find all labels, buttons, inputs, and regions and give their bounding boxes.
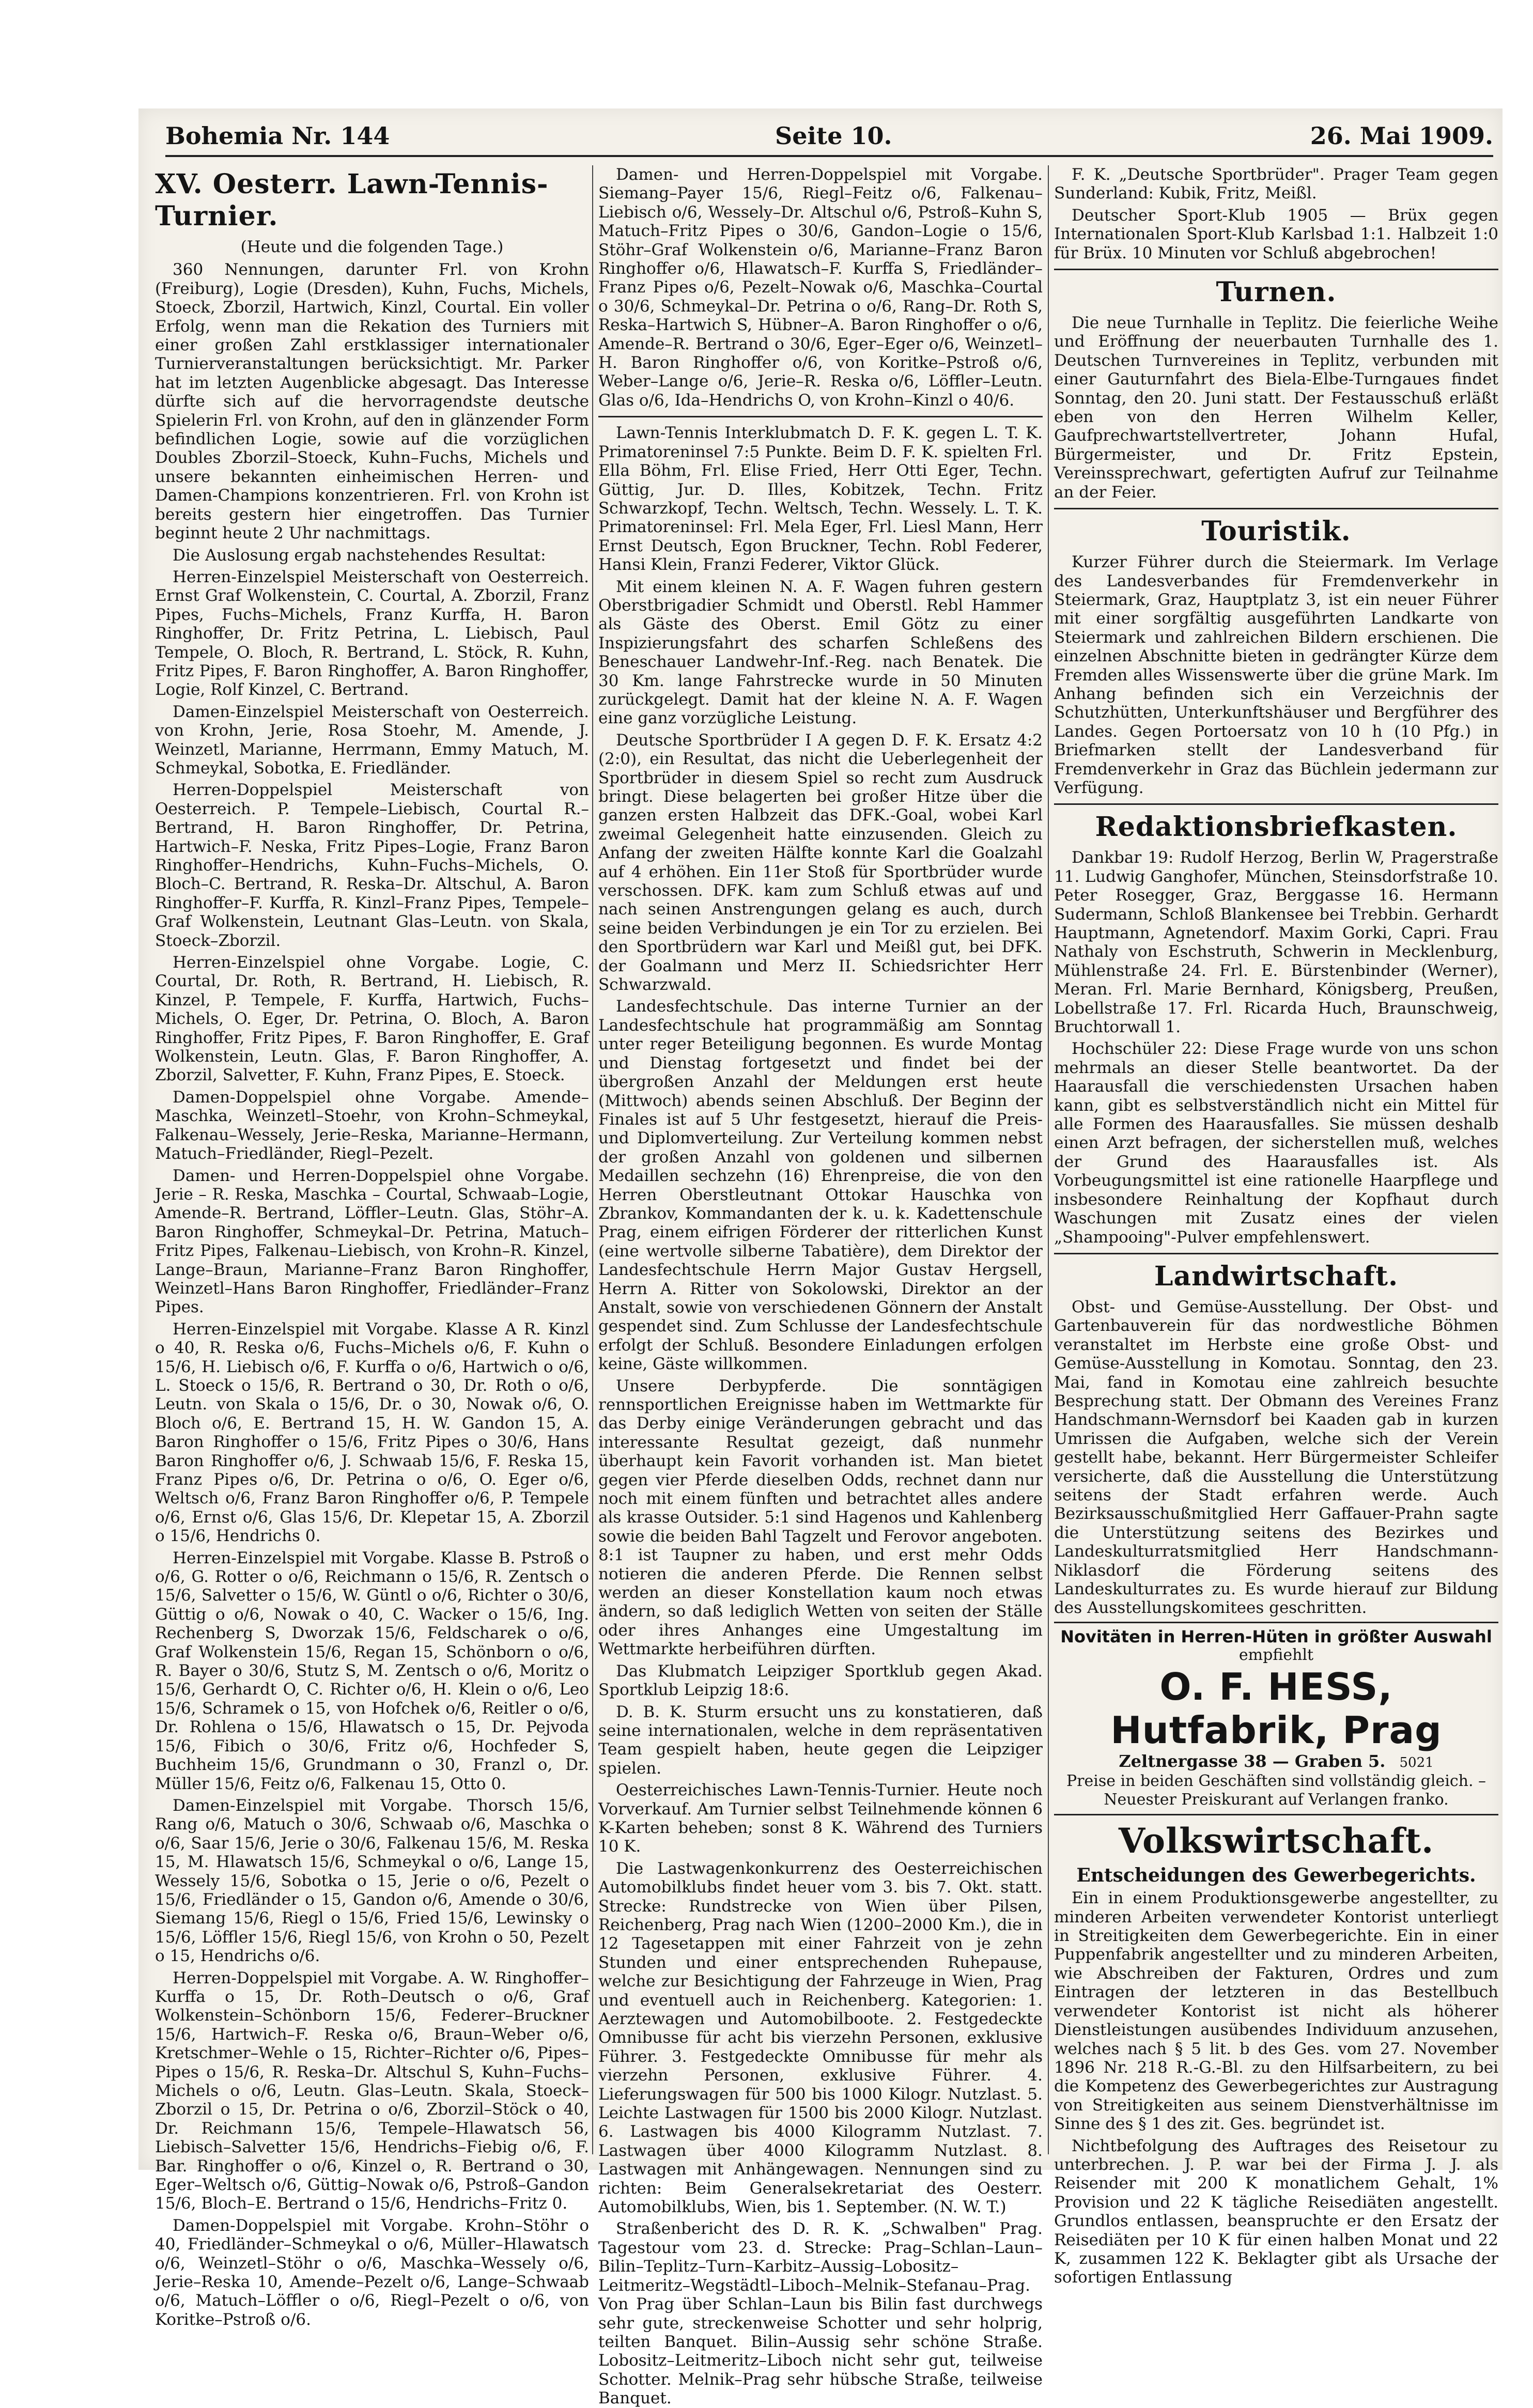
paragraph: 360 Nennungen, darunter Frl. von Krohn (Freiburg), Logie (Dresden), Kuhn, Fuchs, Michels, Stoeck, Zborzil, Hartwich, Kinzl, Courtal. Ein voller Erfolg, wenn man die Rekation des Turniers mit einer großen Zahl erstklassiger internationaler Turnierveranstaltungen berücksichtigt. Mr. Parker hat im letzten Augenblicke abgesagt. Das Interesse dürfte sich auf die hervorragendste deutsche Spielerin Frl. von Krohn, auf den in glänzender Form befindlichen Logie, sowie auf die vorzüglichen Doubles Zborzil–Stoeck, Kuhn–Fuchs, Michels und unsere bekannten einheimischen Herren- und Damen-Champions konzentrieren. Frl. von Krohn ist bereits gestern hier eingetroffen. Das Turnier beginnt heute 2 Uhr nachmittags. [155,260,589,543]
ad-address-text: Zeltnergasse 38 — Graben 5. [1119,1751,1386,1771]
paragraph: Lawn-Tennis Interklubmatch D. F. K. gegen L. T. K. Primatoreninsel 7:5 Punkte. Beim D. F. K. spielten Frl. Ella Böhm, Frl. Elise Fried, Herr Otti Eger, Techn. Güttig, Jur. D. Illes, Kobitzek, Techn. Fritz Schwarzkopf, Techn. Weltsch, Techn. Wessely. L. T. K. Primatoreninsel: Frl. Mela Eger, Frl. Liesl Mann, Herr Ernst Deutsch, Egon Bruckner, Techn. Robl Federer, Hansi Klein, Franzi Federer, Viktor Glück. [598,424,1043,574]
page-header [165,118,1493,154]
article-subtitle: (Heute und die folgenden Tage.) [240,238,504,256]
ad-line: Preise in beiden Geschäften sind vollständig gleich. – [1066,1772,1486,1791]
paragraph: F. K. „Deutsche Sportbrüder". Prager Team gegen Sunderland: Kubik, Fritz, Meißl. [1054,165,1498,203]
section-title-landwirtschaft: Landwirtschaft. [1154,1260,1399,1292]
paragraph: Herren-Einzelspiel mit Vorgabe. Klasse B. Pstroß o o/6, G. Rotter o o/6, Reichmann o 15/6, R. Zentsch o 15/6, Salvetter o 15/6, W. Güntl o o/6, Richter o 30/6, Güttig o o/6, Nowak o 40, C. Wacker o 15/6, Ing. Rechenberg S, Dworzak 15/6, Feldscharek o o/6, Graf Wolkenstein 15/6, Regan 15, Schönborn o o/6, R. Bayer o 30/6, Stutz S, M. Zentsch o o/6, Moritz o 15/6, Gerhardt O, C. Richter o/6, H. Klein o o/6, Leo 15/6, Schramek o 15, von Hofchek o/6, Reitler o o/6, Dr. Rohlena o 15/6, Hlawatsch o 15, Dr. Pejvoda 15/6, Fibich o 30/6, Fritz o/6, Hochfeder S, Buchheim 15/6, Grundmann o 30, Franzl o, Dr. Müller 15/6, Feitz o/6, Falkenau 15, Otto 0. [155,1548,589,1793]
header-date: 26. Mai 1909. [1310,122,1493,150]
paragraph: Damen- und Herren-Doppelspiel ohne Vorgabe. Jerie – R. Reska, Maschka – Courtal, Schwaab–Logie, Amende–R. Bertrand, Löffler–Leutn. Glas, Stöhr–A. Baron Ringhoffer, Schmeykal–Dr. Petrina, Matuch–Fritz Pipes, Falkenau–Liebisch, von Krohn–R. Kinzel, Lange–Braun, Marianne–Franz Baron Ringhoffer, Weinzetl–Hans Baron Ringhoffer, Friedländer–Franz Pipes. [155,1166,589,1317]
paragraph: Straßenbericht des D. R. K. „Schwalben" Prag. Tagestour vom 23. d. Strecke: Prag–Schlan–Laun–Bilin–Teplitz–Turn–Karbitz–Aussig–Lobositz–Leitmeritz–Wegstädtl–Liboch–Melnik–Stefanau–Prag. Von Prag über Schlan–Laun bis Bilin fast durchwegs sehr gute, streckenweise Schotter und sehr holprig, teilten Banquet. Bilin–Aussig sehr schöne Straße. Lobositz–Leitmeritz–Liboch nicht sehr gut, teilweise Schotter. Melnik–Prag sehr hübsche Straße, teilweise Banquet. [598,2219,1043,2408]
ad-subline: empfiehlt [1238,1646,1314,1665]
paragraph: Deutsche Sportbrüder I A gegen D. F. K. Ersatz 4:2 (2:0), ein Resultat, das nicht die Ueberlegenheit der Sportbrüder in diesem Spiel so recht zum Ausdruck bringt. Diese belagerten bei großer Hitze über die ganzen ersten Halbzeit das DFK.-Goal, wobei Karl zweimal Gelegenheit hatte einzusenden. Gleich zu Anfang der zweiten Hälfte konnte Karl die Goalzahl auf 4 erhöhen. Ein 11er Stoß für Sportbrüder wurde verschossen. DFK. kam zum Schluß etwas auf und nach seinen Anstrengungen gelang es auch, durch seine beiden Verbindungen je ein Tor zu erzielen. Bei den Sportbrüdern war Karl und Meißl gut, bei DFK. der Goalmann und Merz II. Schiedsrichter Herr Schwarzwald. [598,731,1043,995]
paragraph: Damen- und Herren-Doppelspiel mit Vorgabe. Siemang–Payer 15/6, Riegl–Feitz o/6, Falkenau–Liebisch o/6, Wessely–Dr. Altschul o/6, Pstroß–Kuhn S, Matuch–Fritz Pipes o 30/6, Gandon–Logie o 15/6, Stöhr–Graf Wolkenstein o/6, Marianne–Franz Baron Ringhoffer o/6, Hlawatsch–F. Kurffa S, Friedländer–Franz Pipes o/6, Pezelt–Nowak o/6, Maschka–Courtal o 30/6, Schmeykal–Dr. Petrina o o/6, Rang–Dr. Roth S, Reska–Hartwich S, Hübner–A. Baron Ringhoffer o o/6, Amende–R. Bertrand o 30/6, Eger–Eger o/6, Weinzetl–H. Baron Ringhoffer o/6, von Koritke–Pstroß o/6, Weber–Lange o/6, Jerie–R. Reska o/6, Löffler–Leutn. Glas o/6, Ida–Hendrichs O, von Krohn–Kinzl o 40/6. [598,165,1043,410]
paragraph: D. B. K. Sturm ersucht uns zu konstatieren, daß seine internationalen, welche in dem repräsentativen Team gespielt haben, heute gegen die Leipziger spielen. [598,1702,1043,1778]
section-subtitle: Entscheidungen des Gewerbegerichts. [1076,1864,1476,1886]
paragraph: Die neue Turnhalle in Teplitz. Die feierliche Weihe und Eröffnung der neuerbauten Turnhalle des 1. Deutschen Turnvereines in Teplitz, verbunden mit einer Gauturnfahrt des Biela-Elbe-Turngaues findet Sonntag, den 20. Juni statt. Der Festausschuß erläßt eben von den Herren Wilhelm Keller, Gaufprechwartstellvertreter, Johann Hufal, Bürgermeister, und Dr. Fritz Epstein, Vereinssprechwart, gefertigten Aufruf zur Teilnahme an der Feier. [1054,314,1498,502]
paragraph: Ein in einem Produktionsgewerbe angestellter, zu minderen Arbeiten verwendeter Kontorist unterliegt in Streitigkeiten dem Gewerbegerichte. Ein in einer Puppenfabrik angestellter und zu minderen Arbeiten, wie Abschreiben der Fakturen, Ordres und zum Eintragen der letzteren in das Bestellbuch verwendeter Kontorist ist nicht als höherer Dienstleistungen ausübendes Individuum anzusehen, welches nach § 5 lit. b des Ges. vom 27. November 1896 Nr. 218 R.-G.-Bl. zu den Hilfsarbeitern, zu bei die Kompetenz des Gewerbegerichtes zur Austragung von Streitigkeiten aus seinem Dienstverhältnisse im Sinne des § 1 des zit. Ges. begründet ist. [1054,1889,1498,2134]
divider [1054,803,1498,805]
paragraph: Obst- und Gemüse-Ausstellung. Der Obst- und Gartenbauverein für das nordwestliche Böhmen veranstaltet im Herbste eine große Obst- und Gemüse-Ausstellung in Komotau. Sonntag, den 23. Mai, fand in Komotau eine zahlreich besuchte Besprechung statt. Der Obmann des Vereines Franz Handschmann-Wernsdorf bei Kaaden gab in kurzen Umrissen die Aufgaben, welche sich der Verein gestellt habe, bekannt. Herr Bürgermeister Schleifer versicherte, daß die Ausstellung die Unterstützung seitens der Stadt erfahren werde. Auch Bezirksausschußmitglied Herr Gaffauer-Prahn sagte die Unterstützung seitens des Bezirkes und Landeskulturratsmitglied Herr Handschmann-Niklasdorf die Förderung seitens des Landeskulturrates zu. Es wurde hierauf zur Bildung des Ausstellungskomitees geschritten. [1054,1297,1498,1618]
column-rule [1048,165,1049,2154]
divider [1054,1253,1498,1254]
section-title-turnen: Turnen. [1216,276,1337,308]
paragraph: Mit einem kleinen N. A. F. Wagen fuhren gestern Oberstbrigadier Schmidt und Oberstl. Rebl Hammer als Gäste des Oberst. Emil Götz zu einer Inspizierungsfahrt des scharfen Schleßens des Beneschauer Landwehr-Inf.-Reg. nach Benatek. Die 30 Km. lange Fahrstrecke wurde in 50 Minuten zurückgelegt. Damit hat der kleine N. A. F. Wagen eine ganz vorzügliche Leistung. [598,577,1043,728]
divider [598,416,1043,417]
paragraph: Herren-Einzelspiel mit Vorgabe. Klasse A R. Kinzl o 40, R. Reska o/6, Fuchs–Michels o/6, F. Kuhn o 15/6, H. Liebisch o/6, F. Kurffa o o/6, Hartwich o o/6, L. Stoeck o 15/6, R. Bertrand o 30, Dr. Roth o o/6, Leutn. von Skala o 15/6, Dr. o 30, Nowak o/6, O. Bloch o/6, E. Bertrand 15, H. W. Gandon 15, A. Baron Ringhoffer o 15/6, Fritz Pipes o 30/6, Hans Baron Ringhoffer o/6, J. Schwaab 15/6, F. Reska 15, Franz Pipes o/6, Dr. Petrina o o/6, O. Eger o/6, Weltsch o/6, Franz Baron Ringhoffer o/6, P. Tempele o/6, Ernst o/6, Glas 15/6, Dr. Klepetar 15, A. Zborzil o 15/6, Hendrichs 0. [155,1319,589,1546]
paragraph: Herren-Einzelspiel ohne Vorgabe. Logie, C. Courtal, Dr. Roth, R. Bertrand, H. Liebisch, R. Kinzel, P. Tempele, F. Kurffa, Hartwich, Fuchs–Michels, O. Eger, Dr. Petrina, O. Bloch, A. Baron Ringhoffer, Fritz Pipes, F. Baron Ringhoffer, E. Graf Wolkenstein, Leutn. Glas, F. Baron Ringhoffer, A. Zborzil, Salvetter, F. Kuhn, Franz Pipes, E. Stoeck. [155,953,589,1085]
paragraph: Kurzer Führer durch die Steiermark. Im Verlage des Landesverbandes für Fremdenverkehr in Steiermark, Graz, Hauptplatz 3, ist ein neuer Führer mit einer sorgfältig ausgeführten Landkarte von Steiermark und zahlreichen Bildern erschienen. Die einzelnen Abschnitte bieten in gedrängter Kürze dem Fremden alles Wissenswerte über die grüne Mark. Im Anhang befinden sich ein Verzeichnis der Schutzhütten, Unterkunftshäuser und Bergführer des Landes. Gegen Portoersatz von 10 h (10 Pfg.) in Briefmarken stellt der Landesverband für Fremdenverkehr in Graz das Büchlein jedermann zur Verfügung. [1054,553,1498,797]
paragraph: Herren-Doppelspiel mit Vorgabe. A. W. Ringhoffer–Kurffa o 15, Dr. Roth–Deutsch o o/6, Graf Wolkenstein–Schönborn 15/6, Federer–Bruckner 15/6, Hartwich–F. Reska o/6, Braun–Weber o/6, Kretschmer–Wehle o 15, Richter–Richter o/6, Pipes–Pipes o 15/6, R. Reska–Dr. Altschul S, Kuhn–Fuchs–Michels o o/6, Leutn. Glas–Leutn. Skala, Stoeck–Zborzil o 15, Dr. Petrina o o/6, Zborzil–Stöck o 40, Dr. Reichmann 15/6, Tempele–Hlawatsch 56, Liebisch–Salvetter 15/6, Hendrichs–Fiebig o/6, F. Bar. Ringhoffer o o/6, Kinzel o, R. Bertrand o 30, Eger–Weltsch o/6, Güttig–Nowak o/6, Pstroß–Gandon 15/6, Bloch–E. Bertrand o 15/6, Hendrichs–Fritz 0. [155,1968,589,2213]
paragraph: Herren-Einzelspiel Meisterschaft von Oesterreich. Ernst Graf Wolkenstein, C. Courtal, A. Zborzil, Franz Pipes, Fuchs–Michels, Franz Kurffa, H. Baron Ringhoffer, Dr. Fritz Petrina, L. Liebisch, Paul Tempele, O. Bloch, R. Bertrand, L. Stöck, R. Kuhn, Fritz Pipes, F. Baron Ringhoffer, A. Baron Ringhoffer, Logie, Rolf Kinzel, C. Bertrand. [155,567,589,700]
header-page-number: Seite 10. [775,122,892,150]
section-title-redaktion: Redaktionsbriefkasten. [1095,811,1458,843]
ad-line: Neuester Preiskurant auf Verlangen franko. [1104,1791,1449,1809]
ad-address [1054,1752,1498,1772]
ad-headline: Novitäten in Herren-Hüten in größter Auswahl [1060,1626,1492,1646]
paragraph: Damen-Doppelspiel mit Vorgabe. Krohn–Stöhr o 40, Friedländer–Schmeykal o o/6, Müller–Hlawatsch o/6, Weinzetl–Stöhr o o/6, Maschka–Wessely o/6, Jerie–Reska 10, Amende–Pezelt o/6, Lange–Schwaab o/6, Matuch–Löffler o o/6, Riegl–Pezelt o o/6, von Koritke–Pstroß o/6. [155,2216,589,2329]
paragraph: Hochschüler 22: Diese Frage wurde von uns schon mehrmals an dieser Stelle beantwortet. Da der Haarausfall die verschiedensten Ursachen haben kann, gibt es selbstverständlich nicht ein Mittel für alle Formen des Haarausfalles. Sie müssen deshalb einen Arzt befragen, der sicherstellen muß, welches der Grund des Haarausfalles ist. Als Vorbeugungsmittel ist eine rationelle Haarpflege und insbesondere Reinhaltung der Kopfhaut durch Waschungen mit Zusatz eines der vielen „Shampooing"-Pulver empfehlenswert. [1054,1039,1498,1247]
paragraph: Die Lastwagenkonkurrenz des Oesterreichischen Automobilklubs findet heuer vom 3. bis 7. Okt. statt. Strecke: Rundstrecke von Wien über Pilsen, Reichenberg, Prag nach Wien (1200–2000 Km.), die in 12 Tagesetappen mit einer Fahrzeit von je zehn Stunden und einer entsprechenden Ruhepause, welche zur Besichtigung der Fahrzeuge in Wien, Prag und eventuell auch in Reichenberg. Kategorien: 1. Aerztewagen und Automobilboote. 2. Festgedeckte Omnibusse für acht bis vierzehn Personen, exklusive Führer. 3. Festgedeckte Omnibusse für mehr als vierzehn Personen, exklusive Führer. 4. Lieferungswagen für 500 bis 1000 Kilogr. Nutzlast. 5. Leichte Lastwagen für 1500 bis 2000 Kilogr. Nutzlast. 6. Lastwagen bis 4000 Kilogramm Nutzlast. 7. Lastwagen über 4000 Kilogramm Nutzlast. 8. Lastwagen mit Anhängewagen. Nennungen sind zu richten: Beim Generalsekretariat des Oesterr. Automobilklubs, Wien, bis 1. September. (N. W. T.) [598,1859,1043,2217]
section-title-touristik: Touristik. [1201,516,1351,548]
column-rule [592,165,593,2154]
ad-company-name: O. F. HESS, Hutfabrik, Prag [1110,1665,1442,1752]
header-rule [165,155,1493,157]
divider [1054,269,1498,270]
paragraph: Nichtbefolgung des Auftrages des Reisetour zu unterbrechen. J. P. war bei der Firma J. J. als Reisender mit 200 K monatlichem Gehalt, 1% Provision und 22 K tägliche Reisediäten angestellt. Grundlos entlassen, beanspruchte er den Ersatz der Reisediäten per 10 K für einen halben Monat und 22 K, zusammen 122 K. Beklagter gibt als Ursache der sofortigen Entlassung [1054,2136,1498,2287]
paragraph: Unsere Derbypferde. Die sonntägigen rennsportlichen Ereignisse haben im Wettmarkte für das Derby einige Veränderungen gebracht und das interessante Resultat gezeigt, daß nunmehr überhaupt kein Favorit vorhanden ist. Man bietet gegen vier Pferde dieselben Odds, rechnet dann nur noch mit einem fünften und betrachtet alles andere als krasse Outsider. 5:1 sind Hagenos und Kahlenberg sowie die beiden Bahl Tagzelt und Ferovor angeboten. 8:1 ist Taupner zu haben, und erst mehr Odds notieren die anderen Pferde. Die Rennen selbst werden an dieser Konstellation kaum noch etwas ändern, so daß lediglich Wetten von seiten der Ställe oder ihres Anhanges eine Umgestaltung im Wettmarkte herbeiführen dürften. [598,1376,1043,1659]
paragraph: Damen-Einzelspiel mit Vorgabe. Thorsch 15/6, Rang o/6, Matuch o 30/6, Schwaab o/6, Maschka o o/6, Saar 15/6, Jerie o 30/6, Falkenau 15/6, M. Reska 15, M. Hlawatsch 15/6, Schmeykal o o/6, Lange 15, Wessely 15/6, Sobotka o 15, Jerie o o/6, Pezelt o 15/6, Friedländer o 15, Gandon o/6, Amende o 30/6, Siemang 15/6, Riegl o 15/6, Fried 15/6, Lewinsky o 15/6, Löffler 15/6, Riegl 15/6, von Krohn o 50, Pezelt o 15, Hendrichs o/6. [155,1796,589,1966]
ad-number: 5021 [1399,1754,1434,1770]
column-1 [155,165,589,2329]
header-left: Bohemia Nr. 144 [165,122,390,150]
paragraph: Dankbar 19: Rudolf Herzog, Berlin W, Pragerstraße 11. Ludwig Ganghofer, München, Steinsdorfstraße 10. Peter Rosegger, Graz, Berggasse 16. Hermann Sudermann, Schloß Blankensee bei Trebbin. Gerhardt Hauptmann, Agnetendorf. Maxim Gorki, Capri. Frau Nathaly von Eschstruth, Schwerin in Mecklenburg, Mühlenstraße 24. Frl. E. Bürstenbinder (Werner), Meran. Frl. Marie Bernhard, Königsberg, Preußen, Lobellstraße 17. Frl. Ricarda Huch, Braunschweig, Bruchtorwall 1. [1054,848,1498,1037]
advertisement [1054,1622,1498,1815]
section-title-volkswirtschaft: Volkswirtschaft. [1118,1820,1434,1861]
paragraph: Herren-Doppelspiel Meisterschaft von Oesterreich. P. Tempele–Liebisch, Courtal R.–Bertrand, H. Baron Ringhoffer, Dr. Petrina, Hartwich–F. Neska, Fritz Pipes–Logie, Franz Baron Ringhoffer–Hendrichs, Kuhn–Fuchs–Michels, O. Bloch–C. Bertrand, R. Reska–Dr. Altschul, A. Baron Ringhoffer–F. Kurffa, R. Kinzl–Franz Pipes, Tempele–Graf Wolkenstein, Leutnant Glas–Leutn. von Skala, Stoeck–Zborzil. [155,781,589,950]
column-3 [1054,165,1498,2287]
paragraph: Die Auslosung ergab nachstehendes Resultat: [173,546,546,565]
column-2 [598,165,1043,2408]
paragraph: Damen-Einzelspiel Meisterschaft von Oesterreich. von Krohn, Jerie, Rosa Stoehr, M. Amende, J. Weinzetl, Marianne, Herrmann, Emmy Matuch, M. Schmeykal, Sobotka, E. Friedländer. [155,702,589,778]
article-title: XV. Oesterr. Lawn-Tennis-Turnier. [155,168,549,232]
divider [1054,508,1498,509]
paragraph: Das Klubmatch Leipziger Sportklub gegen Akad. Sportklub Leipzig 18:6. [598,1661,1043,1700]
paragraph: Oesterreichisches Lawn-Tennis-Turnier. Heute noch Vorverkauf. Am Turnier selbst Teilnehmende können 6 K-Karten beheben; sonst 8 K. Während des Turniers 10 K. [598,1781,1043,1856]
paragraph: Deutscher Sport-Klub 1905 — Brüx gegen Internationalen Sport-Klub Karlsbad 1:1. Halbzeit 1:0 für Brüx. 10 Minuten vor Schluß abgebrochen! [1054,206,1498,262]
paragraph: Landesfechtschule. Das interne Turnier an der Landesfechtschule hat programmäßig am Sonntag unter reger Beteiligung begonnen. Es wurde Montag und Dienstag fortgesetzt und findet bei der übergroßen Anzahl der Meldungen erst heute (Mittwoch) abends seinen Abschluß. Der Beginn der Finales ist auf 5 Uhr festgesetzt, hierauf die Preis- und Diplomverteilung. Zur Verteilung kommen nebst der großen Anzahl von goldenen und silbernen Medaillen sechzehn (16) Ehrenpreise, die von den Herren Oberstleutnant Ottokar Hauschka von Zbrankov, Kommandanten der k. u. k. Kadettenschule Prag, einem eifrigen Förderer der ritterlichen Kunst (eine wertvolle silberne Tabatière), dem Direktor der Landesfechtschule Herrn Major Gustav Hergsell, Herrn A. Ritter von Sokolowski, Direktor an der Anstalt, sowie von verschiedenen Gönnern der Anstalt gespendet sind. Zum Schlusse der Landesfechtschule erfolgt der Schluß. Besondere Einladungen erfolgen keine, Gäste willkommen. [598,997,1043,1374]
paragraph: Damen-Doppelspiel ohne Vorgabe. Amende–Maschka, Weinzetl–Stoehr, von Krohn–Schmeykal, Falkenau–Wessely, Jerie–Reska, Marianne–Hermann, Matuch–Friedländer, Riegl–Pezelt. [155,1088,589,1163]
